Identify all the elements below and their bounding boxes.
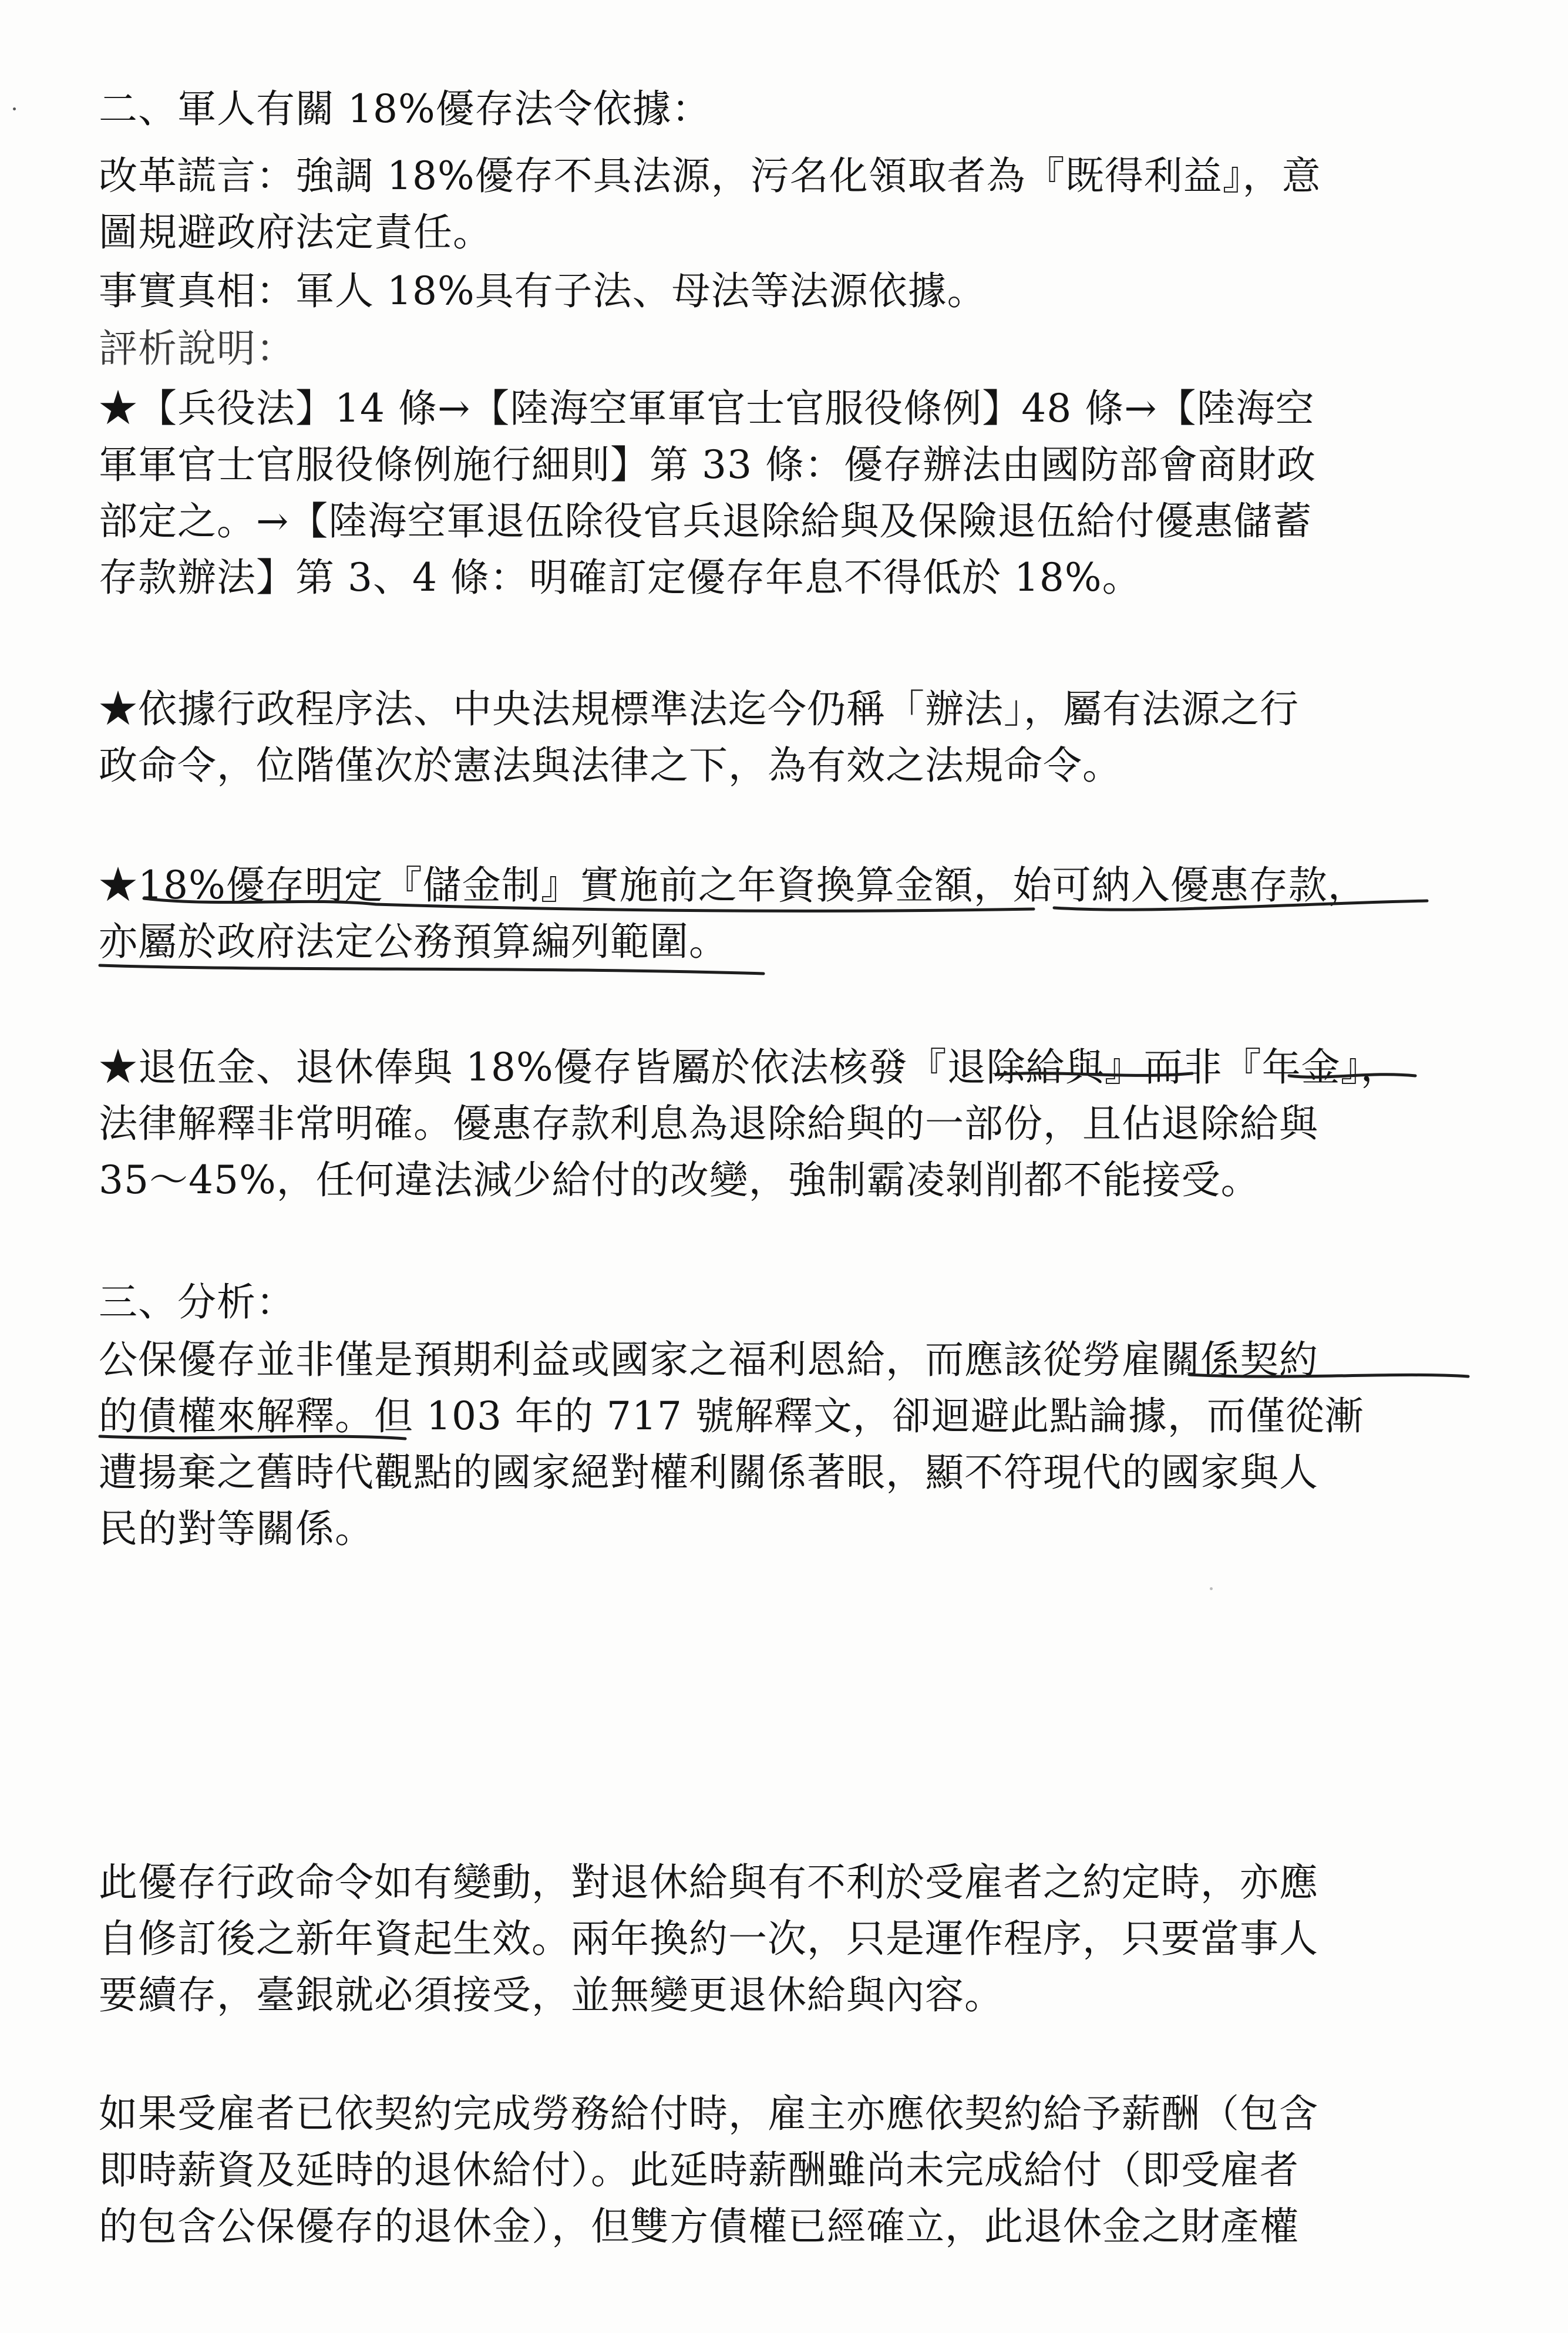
paragraph-line: 民的對等關係。 <box>99 1506 374 1551</box>
paragraph-line: 要續存，臺銀就必須接受，並無變更退休給與內容。 <box>99 1972 1004 2018</box>
heading-line: 三、分析： <box>99 1280 295 1325</box>
paragraph-line: ★18%優存明定『儲金制』實施前之年資換算金額，始可納入優惠存款， <box>99 863 1367 908</box>
paragraph-line: ★退伍金、退休俸與 18%優存皆屬於依法核發『退除給與』而非『年金』， <box>99 1045 1400 1090</box>
analysis-label-text: 評析說明： <box>99 326 295 371</box>
section-3-paragraph <box>99 1332 1467 1557</box>
heading-line: 二、軍人有關 18%優存法令依據： <box>99 86 711 132</box>
paragraph-line: 亦屬於政府法定公務預算編列範圍。 <box>99 919 728 964</box>
paragraph-line: 即時薪資及延時的退休給付）。此延時薪酬雖尚未完成給付（即受雇者 <box>99 2147 1299 2193</box>
scan-speck <box>13 107 16 110</box>
paragraph-line: 自修訂後之新年資起生效。兩年換約一次，只是運作程序，只要當事人 <box>99 1916 1318 1961</box>
paragraph-line: 遭揚棄之舊時代觀點的國家絕對權利關係著眼，顯不符現代的國家與人 <box>99 1450 1318 1495</box>
administrative-order-paragraph <box>99 681 1467 794</box>
truth-line: 事實真相：軍人 18%具有子法、母法等法源依據。 <box>99 268 987 314</box>
truth-paragraph <box>99 263 1467 319</box>
paragraph-line: 如果受雇者已依契約完成勞務給付時，雇主亦應依契約給予薪酬（包含 <box>99 2091 1318 2136</box>
paragraph-line: 軍軍官士官服役條例施行細則】第 33 條：優存辦法由國防部會商財政 <box>99 442 1316 487</box>
savings-system-paragraph <box>99 857 1467 970</box>
paragraph-line: 存款辦法】第 3、4 條：明確訂定優存年息不得低於 18%。 <box>99 555 1142 600</box>
paragraph-line: 此優存行政命令如有變動，對退休給與有不利於受雇者之約定時，亦應 <box>99 1860 1318 1905</box>
law-chain-paragraph <box>99 381 1467 606</box>
paragraph-line: 的包含公保優存的退休金），但雙方債權已經確立，此退休金之財產權 <box>99 2204 1299 2249</box>
paragraph-line: 的債權來解釋。但 103 年的 717 號解釋文，卻迴避此點論據，而僅從漸 <box>99 1393 1364 1439</box>
rumor-line: 圖規避政府法定責任。 <box>99 210 492 255</box>
paragraph-line: 公保優存並非僅是預期利益或國家之福利恩給，而應該從勞雇關係契約 <box>99 1337 1318 1382</box>
rumor-line: 改革謊言：強調 18%優存不具法源，污名化領取者為『既得利益』，意 <box>99 153 1321 198</box>
paragraph-line: 部定之。→【陸海空軍退伍除役官兵退除給與及保險退伍給付優惠儲蓄 <box>99 499 1313 544</box>
scan-speck <box>1210 1587 1213 1590</box>
paragraph-line: ★【兵役法】14 條→【陸海空軍軍官士官服役條例】48 條→【陸海空 <box>99 386 1315 431</box>
paragraph-line: 政命令，位階僅次於憲法與法律之下，為有效之法規命令。 <box>99 743 1122 788</box>
section-3-heading <box>99 1274 1467 1331</box>
rumor-paragraph <box>99 148 1467 261</box>
paragraph-line: ★依據行政程序法、中央法規標準法迄今仍稱「辦法」，屬有法源之行 <box>99 686 1299 732</box>
retirement-benefit-paragraph <box>99 1039 1467 1208</box>
analysis-label <box>99 321 1467 377</box>
paragraph-line: 35～45%，任何違法減少給付的改變，強制霸凌剝削都不能接受。 <box>99 1157 1260 1203</box>
paragraph-line: 法律解釋非常明確。優惠存款利息為退除給與的一部份，且佔退除給與 <box>99 1101 1318 1146</box>
contract-change-paragraph <box>99 1854 1467 2024</box>
property-right-paragraph <box>99 2086 1467 2255</box>
section-2-heading <box>99 81 1467 137</box>
